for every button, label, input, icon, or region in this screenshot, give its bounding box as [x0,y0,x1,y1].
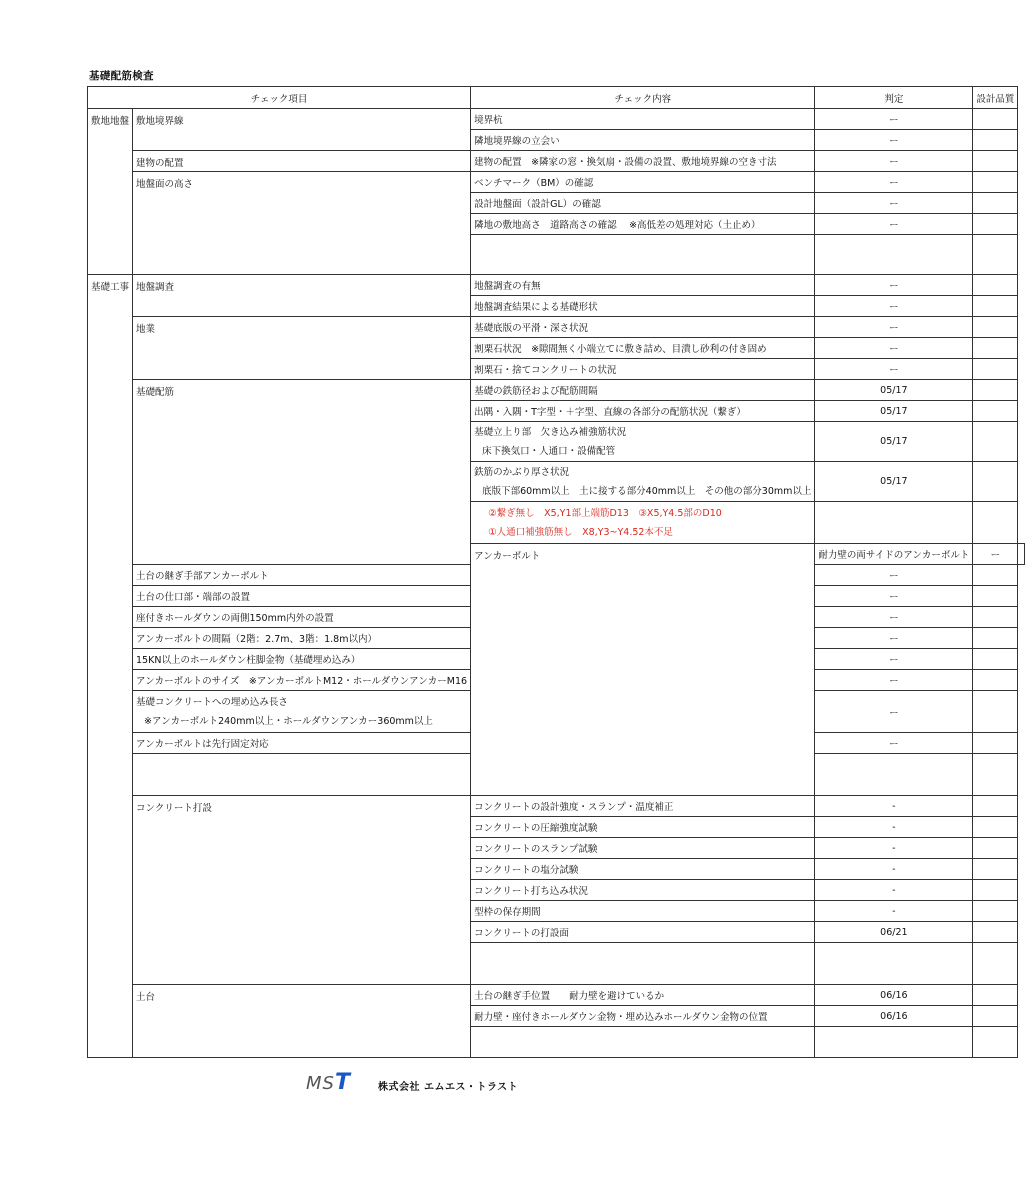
judge-cell [815,502,973,544]
quality-cell [973,670,1018,691]
judge-cell: - [815,901,973,922]
judge-cell: - [815,796,973,817]
judge-cell: 06/21 [815,922,973,943]
check-content: アンカーボルトは先行固定対応 [133,733,471,754]
quality-cell [973,943,1018,985]
company-logo [306,1070,350,1095]
quality-cell [973,859,1018,880]
quality-cell [973,628,1018,649]
quality-cell [973,565,1018,586]
table-row [88,317,1025,338]
empty-cell [471,943,815,985]
quality-cell [973,796,1018,817]
check-content: 建物の配置 ※隣家の窓・換気扇・設備の設置、敷地境界線の空き寸法 [471,151,815,172]
content-line: ※アンカーボルト240mm以上・ホールダウンアンカー360mm以上 [144,715,433,727]
judge-cell: ー [815,151,973,172]
quality-cell [973,880,1018,901]
quality-cell [973,338,1018,359]
sub-boundary: 敷地境界線 [133,109,471,151]
check-content: 型枠の保存期間 [471,901,815,922]
content-line: 鉄筋のかぶり厚さ状況 [474,466,570,478]
quality-cell [973,235,1018,275]
check-content: ベンチマーク（BM）の確認 [471,172,815,193]
judge-cell: 05/17 [815,422,973,462]
check-content [471,422,815,462]
quality-cell [973,214,1018,235]
quality-cell [973,380,1018,401]
header-content: チェック内容 [471,87,815,109]
judge-cell: ー [815,359,973,380]
check-content: コンクリートの打設面 [471,922,815,943]
table-row [88,151,1025,172]
inspection-notes [471,502,815,544]
check-content: 耐力壁・座付きホールダウン金物・埋め込みホールダウン金物の位置 [471,1006,815,1027]
check-content: 隣地境界線の立会い [471,130,815,151]
check-content: コンクリートのスランプ試験 [471,838,815,859]
quality-cell [973,733,1018,754]
quality-cell [973,130,1018,151]
judge-cell: ー [815,691,973,733]
quality-cell [973,586,1018,607]
quality-cell [973,1006,1018,1027]
quality-cell [1018,544,1025,565]
table-row [88,275,1025,296]
quality-cell [973,754,1018,796]
header-judge: 判定 [815,87,973,109]
judge-cell: ー [815,649,973,670]
quality-cell [973,109,1018,130]
sub-rebar: 基礎配筋 [133,380,471,565]
inspection-table [87,86,1025,1058]
check-content: 割栗石・捨てコンクリートの状況 [471,359,815,380]
quality-cell [973,1027,1018,1058]
check-content: アンカーボルトの間隔（2階：2.7m、3階：1.8m以内） [133,628,471,649]
check-content [471,462,815,502]
quality-cell [973,922,1018,943]
category-site: 敷地地盤 [88,109,133,275]
check-content: 地盤調査結果による基礎形状 [471,296,815,317]
sub-building-position: 建物の配置 [133,151,471,172]
content-line: 基礎立上り部 欠き込み補強筋状況 [474,426,627,438]
quality-cell [973,502,1018,544]
quality-cell [973,401,1018,422]
judge-cell: ー [815,670,973,691]
footer [0,1070,848,1100]
check-content: 土台の継ぎ手位置 耐力壁を避けているか [471,985,815,1006]
judge-cell: ー [815,733,973,754]
quality-cell [973,151,1018,172]
check-content: 土台の継ぎ手部アンカーボルト [133,565,471,586]
quality-cell [973,462,1018,502]
judge-cell: ー [815,296,973,317]
check-content: 座付きホールダウンの両側150mm内外の設置 [133,607,471,628]
empty-cell [133,754,471,796]
quality-cell [973,193,1018,214]
category-foundation: 基礎工事 [88,275,133,1058]
check-content: アンカーボルトのサイズ ※アンカーボルトM12・ホールダウンアンカーM16 [133,670,471,691]
company-name: 株式会社 エムエス・トラスト [378,1082,519,1093]
judge-cell: ー [815,565,973,586]
check-content: 地盤調査の有無 [471,275,815,296]
judge-cell [815,943,973,985]
content-line: 底版下部60mm以上 土に接する部分40mm以上 その他の部分30mm以上 [482,485,812,497]
check-content: コンクリートの設計強度・スランプ・温度補正 [471,796,815,817]
check-content: 基礎底版の平滑・深さ状況 [471,317,815,338]
quality-cell [973,985,1018,1006]
judge-cell: ー [815,607,973,628]
judge-cell: - [815,817,973,838]
header-row [88,87,1025,109]
sub-concrete: コンクリート打設 [133,796,471,985]
check-content: 土台の仕口部・端部の設置 [133,586,471,607]
table-row [88,172,1025,193]
quality-cell [973,296,1018,317]
judge-cell [815,235,973,275]
check-content [133,691,471,733]
check-content: 耐力壁の両サイドのアンカーボルト [815,544,973,565]
quality-cell [973,838,1018,859]
quality-cell [973,172,1018,193]
quality-cell [973,422,1018,462]
content-line: 基礎コンクリートへの埋め込み長さ [136,696,288,708]
quality-cell [973,691,1018,733]
check-content: 出隅・入隅・T字型・＋字型、直線の各部分の配筋状況（繋ぎ） [471,401,815,422]
sub-ground-survey: 地盤調査 [133,275,471,317]
check-content: コンクリートの塩分試験 [471,859,815,880]
judge-cell: - [815,880,973,901]
check-content: コンクリートの圧縮強度試験 [471,817,815,838]
judge-cell: ー [815,338,973,359]
judge-cell: ー [815,109,973,130]
table-row [88,796,1025,817]
judge-cell: ー [815,586,973,607]
sub-ground-height: 地盤面の高さ [133,172,471,275]
check-content: コンクリート打ち込み状況 [471,880,815,901]
check-content: 境界杭 [471,109,815,130]
judge-cell: 05/17 [815,462,973,502]
judge-cell: ー [815,172,973,193]
table-row [88,380,1025,401]
quality-cell [973,317,1018,338]
red-note: ①人通口補強筋無し X8,Y3~Y4.52本不足 [488,526,673,538]
document-title: 基礎配筋検査 [89,70,154,82]
judge-cell: ー [815,214,973,235]
judge-cell: ー [815,628,973,649]
header-item: チェック項目 [88,87,471,109]
logo-t-text: T [334,1070,350,1095]
content-line: 床下換気口・人通口・設備配管 [482,445,616,457]
check-content: 隣地の敷地高さ 道路高さの確認 ※高低差の処理対応（土止め） [471,214,815,235]
red-note: ②繋ぎ無し X5,Y1部上端筋D13 ③X5,Y4.5部のD10 [488,507,722,519]
judge-cell: 05/17 [815,401,973,422]
check-content: 基礎の鉄筋径および配筋間隔 [471,380,815,401]
sub-anchor: アンカーボルト [471,544,815,796]
check-content: 15KN以上のホールダウン柱脚金物（基礎埋め込み） [133,649,471,670]
check-content: 設計地盤面（設計GL）の確認 [471,193,815,214]
logo-ms-text: MS [306,1073,335,1094]
judge-cell: ー [815,317,973,338]
judge-cell: ー [815,275,973,296]
judge-cell: ー [973,544,1018,565]
judge-cell [815,754,973,796]
quality-cell [973,607,1018,628]
quality-cell [973,275,1018,296]
judge-cell: 06/16 [815,1006,973,1027]
quality-cell [973,649,1018,670]
quality-cell [973,359,1018,380]
judge-cell: 05/17 [815,380,973,401]
judge-cell: - [815,859,973,880]
judge-cell: ー [815,193,973,214]
check-content: 割栗石状況 ※隙間無く小端立てに敷き詰め、目潰し砂利の付き固め [471,338,815,359]
quality-cell [973,901,1018,922]
judge-cell: 06/16 [815,985,973,1006]
empty-cell [471,235,815,275]
sub-sill: 土台 [133,985,471,1058]
quality-cell [973,817,1018,838]
table-row [88,109,1025,130]
table-row [88,985,1025,1006]
judge-cell: - [815,838,973,859]
judge-cell: ー [815,130,973,151]
judge-cell [815,1027,973,1058]
header-quality: 設計品質 [973,87,1018,109]
empty-cell [471,1027,815,1058]
sub-ground-work: 地業 [133,317,471,380]
